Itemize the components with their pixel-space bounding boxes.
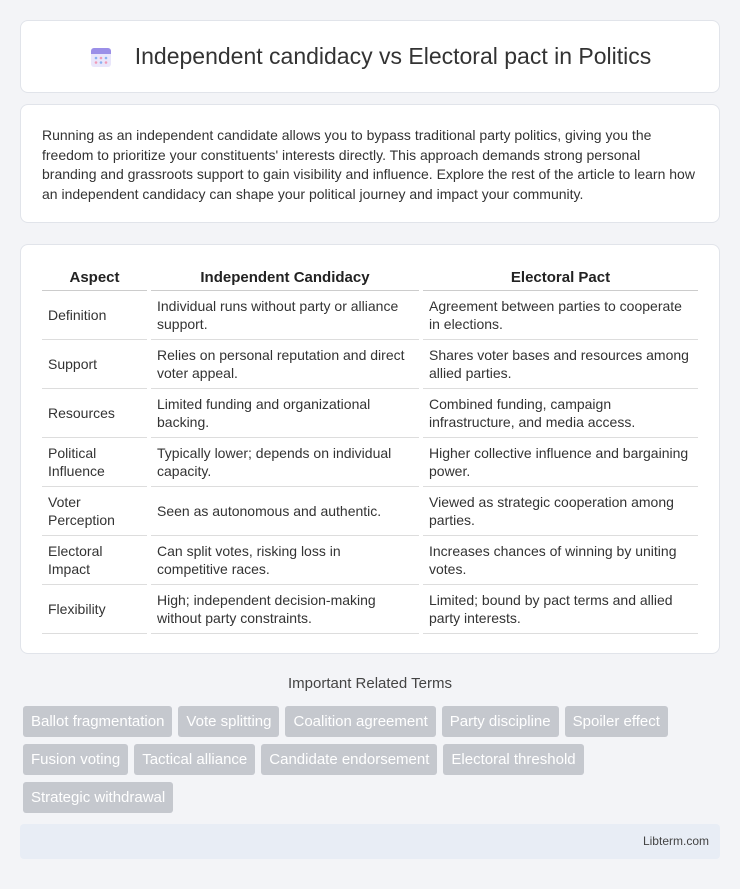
intro-text: Running as an independent candidate allows you to bypass traditional party politics, giving you the freedom to prioritize your constituents' interests directly. This approach demands strong personal branding and grassroots support to gain visibility and influence. Explore the rest of the article to learn how an independent candidacy can shape your political journey and impact your community. <box>42 127 695 202</box>
aspect-cell: Support <box>42 340 147 389</box>
related-terms-list <box>23 706 723 813</box>
header-card <box>20 20 720 93</box>
aspect-cell: Political Influence <box>42 438 147 487</box>
related-term-tag[interactable]: Electoral threshold <box>443 744 583 775</box>
related-term-tag[interactable]: Vote splitting <box>178 706 279 737</box>
related-term-tag[interactable]: Candidate endorsement <box>261 744 437 775</box>
independent-cell: Typically lower; depends on individual capacity. <box>151 438 419 487</box>
pact-cell: Increases chances of winning by uniting votes. <box>423 536 698 585</box>
aspect-cell: Definition <box>42 291 147 340</box>
comparison-table <box>38 265 702 634</box>
table-row <box>42 487 698 536</box>
independent-cell: Limited funding and organizational backing. <box>151 389 419 438</box>
column-header: Independent Candidacy <box>151 265 419 291</box>
aspect-cell: Resources <box>42 389 147 438</box>
independent-cell: Seen as autonomous and authentic. <box>151 487 419 536</box>
independent-cell: Individual runs without party or alliance support. <box>151 291 419 340</box>
related-term-tag[interactable]: Party discipline <box>442 706 559 737</box>
pact-cell: Agreement between parties to cooperate in elections. <box>423 291 698 340</box>
page-title: Independent candidacy vs Electoral pact in Politics <box>134 43 652 69</box>
table-row <box>42 291 698 340</box>
independent-cell: Relies on personal reputation and direct voter appeal. <box>151 340 419 389</box>
pact-cell: Viewed as strategic cooperation among parties. <box>423 487 698 536</box>
aspect-cell: Voter Perception <box>42 487 147 536</box>
table-header-row <box>42 265 698 291</box>
column-header: Electoral Pact <box>423 265 698 291</box>
calendar-icon <box>89 45 113 69</box>
table-row <box>42 585 698 634</box>
pact-cell: Combined funding, campaign infrastructure, and media access. <box>423 389 698 438</box>
pact-cell: Limited; bound by pact terms and allied party interests. <box>423 585 698 634</box>
pact-cell: Shares voter bases and resources among allied parties. <box>423 340 698 389</box>
comparison-card <box>20 244 720 654</box>
related-term-tag[interactable]: Ballot fragmentation <box>23 706 172 737</box>
aspect-cell: Electoral Impact <box>42 536 147 585</box>
table-row <box>42 536 698 585</box>
related-term-tag[interactable]: Spoiler effect <box>565 706 668 737</box>
aspect-cell: Flexibility <box>42 585 147 634</box>
pact-cell: Higher collective influence and bargaining power. <box>423 438 698 487</box>
related-term-tag[interactable]: Tactical alliance <box>134 744 255 775</box>
independent-cell: Can split votes, risking loss in competitive races. <box>151 536 419 585</box>
related-terms-title: Important Related Terms <box>288 675 452 692</box>
footer-site[interactable]: Libterm.com <box>642 834 709 848</box>
footer <box>20 824 720 859</box>
independent-cell: High; independent decision-making without party constraints. <box>151 585 419 634</box>
column-header: Aspect <box>42 265 147 291</box>
table-row <box>42 340 698 389</box>
related-term-tag[interactable]: Coalition agreement <box>285 706 435 737</box>
related-term-tag[interactable]: Fusion voting <box>23 744 128 775</box>
related-term-tag[interactable]: Strategic withdrawal <box>23 782 173 813</box>
table-row <box>42 389 698 438</box>
table-row <box>42 438 698 487</box>
intro-card <box>20 104 720 223</box>
